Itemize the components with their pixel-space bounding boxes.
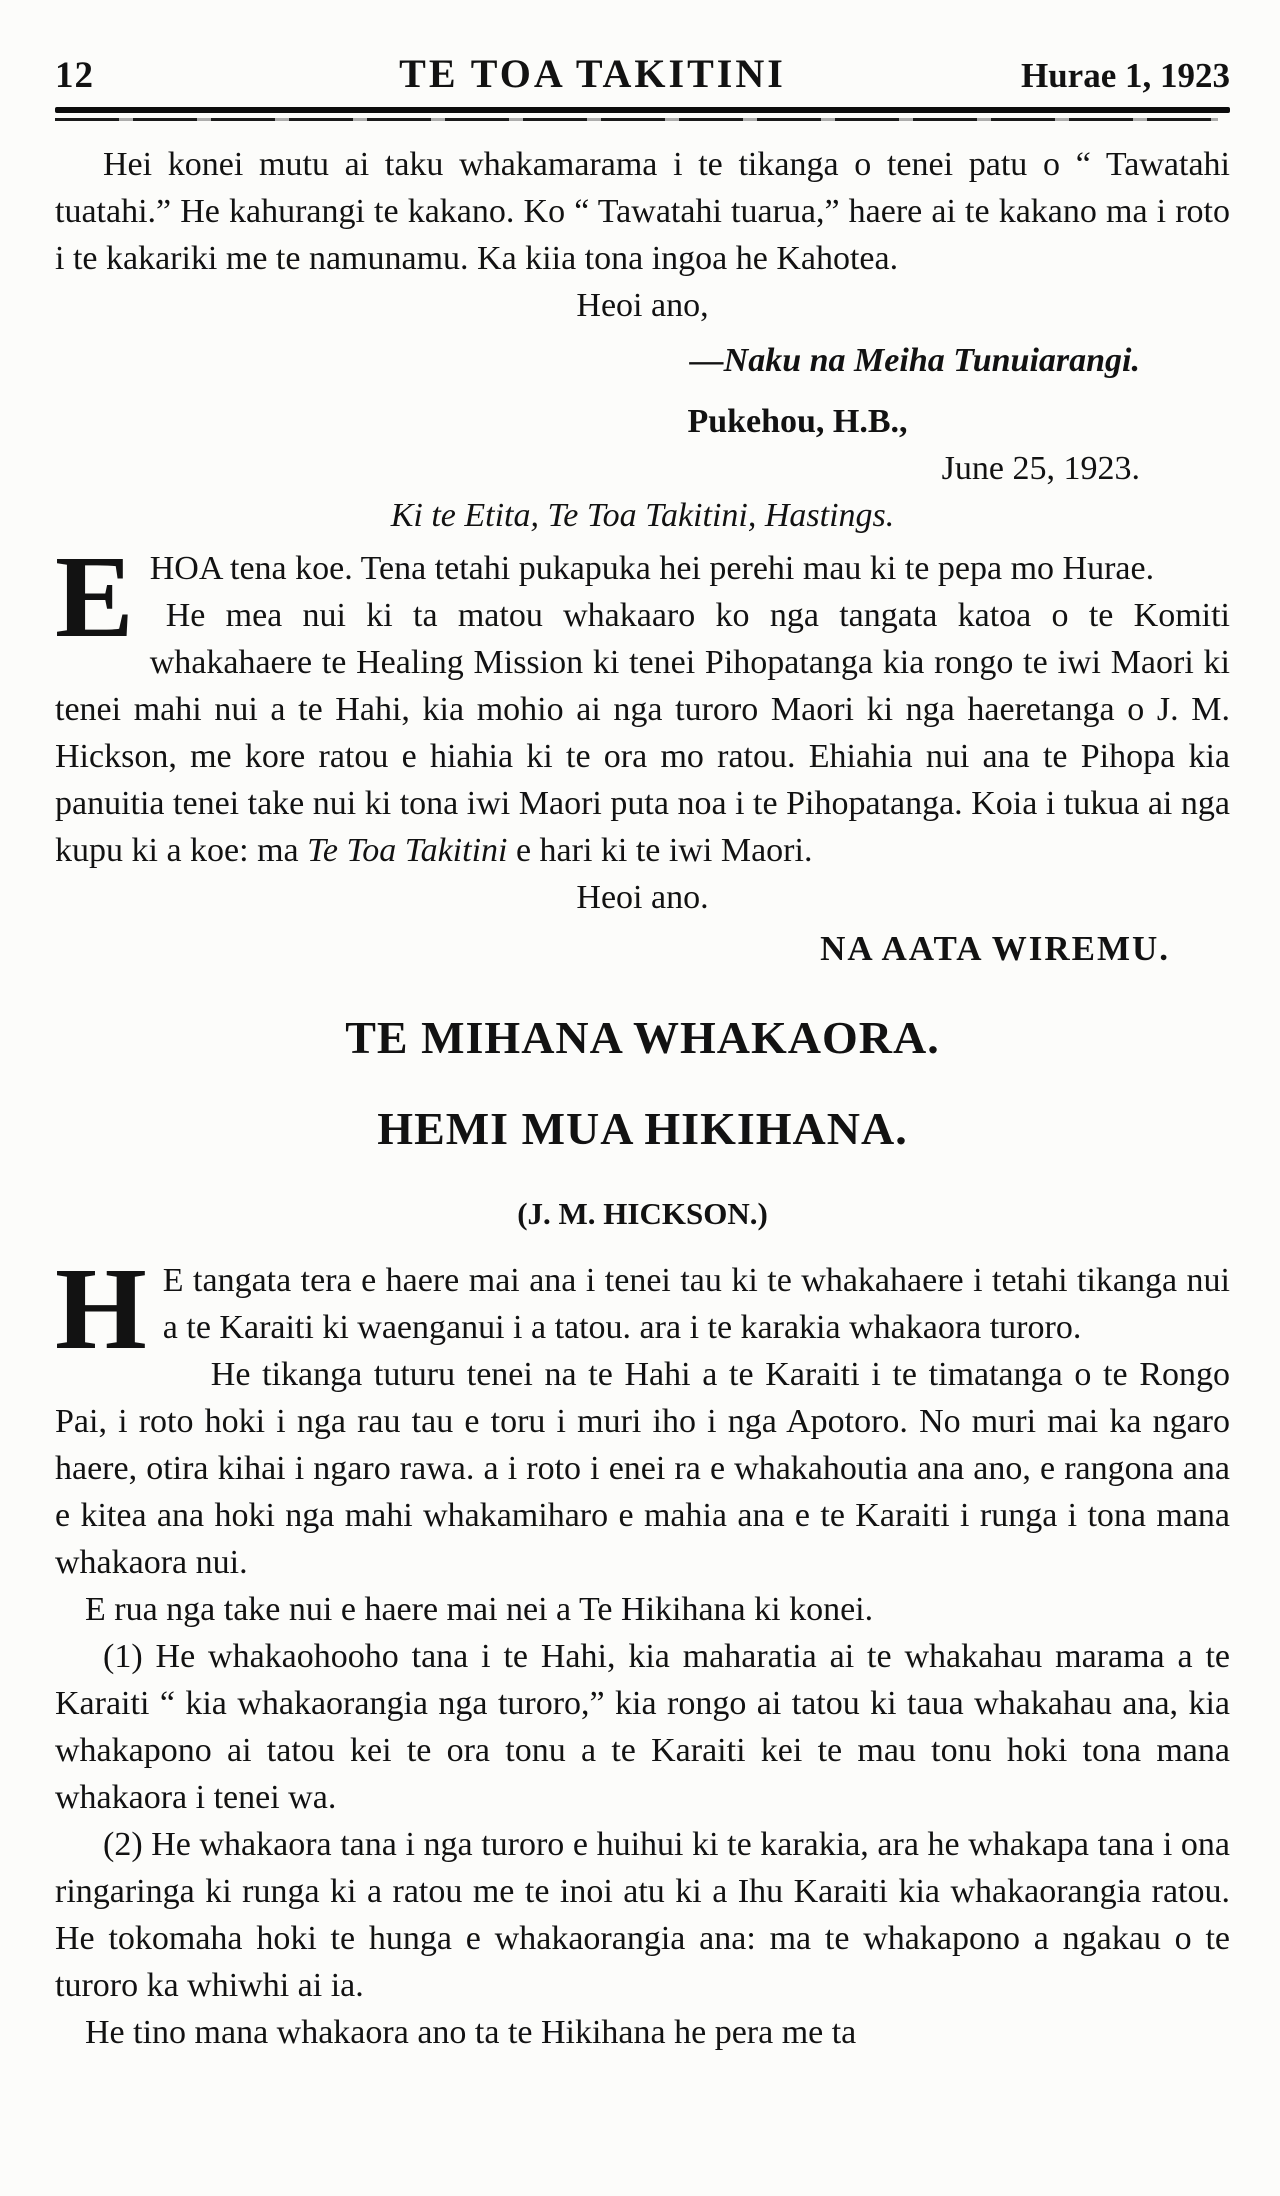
article-paragraph-4: (1) He whakaohooho tana i te Hahi, kia maharatia ai te whakahau marama a te Karaiti “ kia whakaorangia nga turoro,” kia rongo ai tatou ki taua whakahau ana, kia whakapono ai tatou kei te ora tonu a te Karaiti kei te mau tonu hoki tona mana whakaora i tenei wa. bbox=[55, 1637, 1230, 1816]
letter1-heoi-ano: Heoi ano, bbox=[576, 287, 709, 324]
article-paragraph-6: He tino mana whakaora ano ta te Hikihana he pera me ta bbox=[85, 2013, 857, 2051]
article-paragraph-1: E tangata tera e haere mai ana i tenei tau ki te whakahaere i tetahi tikanga nui a te Karaiti ki waenganui i a tatou. ara i te karakia whakaora turoro. bbox=[162, 1261, 1230, 1346]
article-body bbox=[55, 1242, 1230, 2056]
letter2-body bbox=[55, 531, 1230, 874]
page-header bbox=[55, 50, 1230, 97]
letter2-dropcap: E bbox=[55, 531, 134, 662]
letter2-paragraph-2-end: e hari ki te iwi Maori. bbox=[507, 832, 813, 869]
article-paragraph-5: (2) He whakaora tana i nga turoro e huihui ki te karakia, ara he whakapa tana i ona ringaringa ki runga ki a ratou me te inoi atu ki a Ihu Karaiti kia whakaorangia ratou. He tokomaha hoki te hunga e whakaorangia ana: ma te whakapono a ngakau o te turoro ka whiwhi ai ia. bbox=[55, 1825, 1230, 2004]
letter2-paragraph-2-text: He mea nui ki ta matou whakaaro ko nga tangata katoa o te Komiti whakahaere te Healing Mission ki tenei Pihopatanga kia rongo te iwi Maori ki tenei mahi nui a te Hahi, kia mohio ai nga turoro Maori ki nga haeretanga o J. M. Hickson, me kore ratou e hiahia ki te ora mo ratou. Ehiahia nui ana te Pihopa kia panuitia tenei take nui ki tona iwi Maori puta noa i te Pihopatanga. Koia i tukua ai nga kupu ki a koe: ma bbox=[55, 597, 1230, 869]
letter2-signature: NA AATA WIREMU. bbox=[820, 929, 1170, 968]
header-rule-thin bbox=[55, 118, 1218, 121]
article-title-line2: HEMI MUA HIKIHANA. bbox=[377, 1102, 908, 1154]
article-dropcap: H bbox=[55, 1242, 147, 1374]
article-title-line1: TE MIHANA WHAKAORA. bbox=[345, 1012, 940, 1063]
letter1-paragraph: Hei konei mutu ai taku whakamarama i te tikanga o tenei patu o “ Tawatahi tuatahi.” He kahurangi te kakano. Ko “ Tawatahi tuarua,” haere ai te kakano ma i roto i te kakariki me te namunamu. Ka kiia tona ingoa he Kahotea. bbox=[55, 146, 1230, 277]
header-rule-thick bbox=[55, 107, 1230, 113]
letter2-date: June 25, 1923. bbox=[941, 450, 1140, 487]
issue-date: Hurae 1, 1923 bbox=[1020, 56, 1230, 95]
page-number: 12 bbox=[55, 55, 94, 96]
article-byline: (J. M. HICKSON.) bbox=[517, 1195, 768, 1231]
article-paragraph-3: E rua nga take nui e haere mai nei a Te Hikihana ki konei. bbox=[85, 1590, 874, 1628]
letter2-paragraph-2 bbox=[55, 592, 1230, 874]
letter2-paragraph-1: HOA tena koe. Tena tetahi pukapuka hei perehi mau ki te pepa mo Hurae. bbox=[149, 550, 1155, 587]
letter1-signature: —Naku na Meiha Tunuiarangi. bbox=[689, 342, 1140, 379]
article-paragraph-2: He tikanga tuturu tenei na te Hahi a te Karaiti i te timatanga o te Rongo Pai, i roto hoki i nga rau tau e toru i muri iho i nga Apotoro. No muri mai ka ngaro haere, otira kihai i ngaro rawa. a i roto i enei ra e whakahoutia ana ano, e rangona ana e kitea ana hoki nga mahi whakamiharo e mahia ana e te Karaiti i runga i tona mana whakaora nui. bbox=[55, 1355, 1230, 1581]
letter2-place: Pukehou, H.B., bbox=[687, 403, 908, 440]
header-rule bbox=[55, 107, 1230, 121]
letter2-heoi-ano: Heoi ano. bbox=[576, 879, 709, 916]
letter2-salutation: Ki te Etita, Te Toa Takitini, Hastings. bbox=[390, 497, 895, 534]
letter2-paragraph-2-italic: Te Toa Takitini bbox=[307, 832, 508, 869]
masthead-title: TE TOA TAKITINI bbox=[399, 51, 786, 96]
